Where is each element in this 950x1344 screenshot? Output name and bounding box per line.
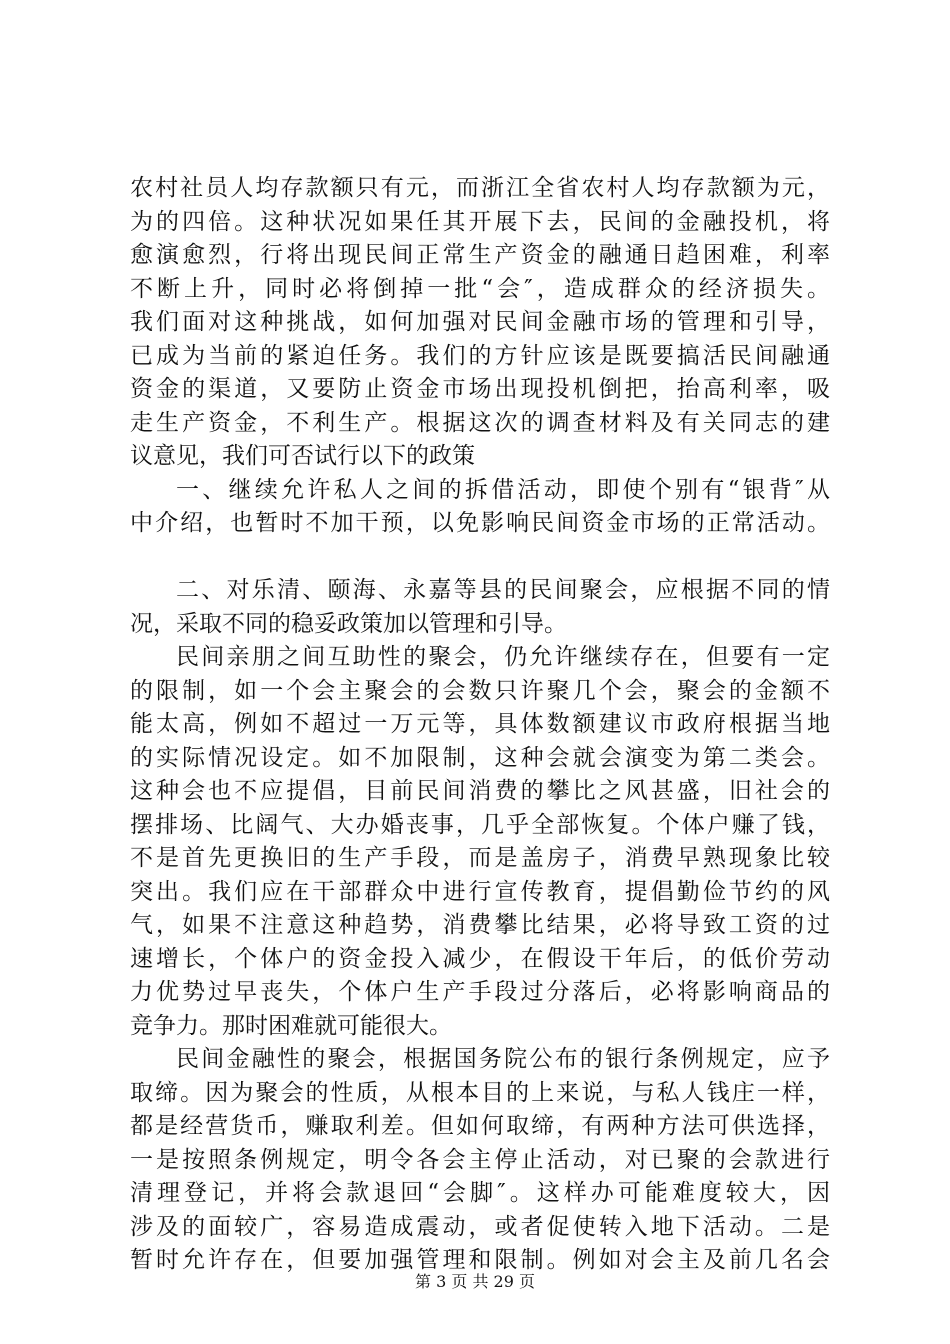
text-line: 气，如果不注意这种趋势，消费攀比结果，必将导致工资的过 xyxy=(130,912,830,938)
text-line: 能太高，例如不超过一万元等，具体数额建议市政府根据当地 xyxy=(130,711,830,737)
text-line: 这种会也不应提倡，目前民间消费的攀比之风甚盛，旧社会的 xyxy=(130,778,830,804)
text-line: 取缔。因为聚会的性质，从根本目的上来说，与私人钱庄一样， xyxy=(130,1079,830,1106)
text-line: 愈演愈烈，行将出现民间正常生产资金的融通日趋困难，利率 xyxy=(130,242,830,268)
text-line: 暂时允许存在，但要加强管理和限制。例如对会主及前几名会 xyxy=(130,1247,830,1273)
text-line: 的限制，如一个会主聚会的会数只许聚几个会，聚会的金额不 xyxy=(130,677,830,704)
page-number-footer: 第 3 页 共 29 页 xyxy=(415,1272,535,1291)
text-line: 我们面对这种挑战，如何加强对民间金融市场的管理和引导， xyxy=(130,309,830,335)
text-line: 不是首先更换旧的生产手段，而是盖房子，消费早熟现象比较 xyxy=(130,845,830,871)
text-line: 走生产资金，不利生产。根据这次的调查材料及有关同志的建 xyxy=(130,409,830,436)
text-line: 为的四倍。这种状况如果任其开展下去，民间的金融投机，将 xyxy=(130,208,830,235)
text-line: 一、继续允许私人之间的拆借活动，即使个别有“银背″从 xyxy=(176,476,830,503)
text-line: 况，采取不同的稳妥政策加以管理和引导。 xyxy=(130,610,567,637)
text-line: 摆排场、比阔气、大办婚丧事，几乎全部恢复。个体户赚了钱， xyxy=(130,811,830,838)
text-line: 涉及的面较广，容易造成震动，或者促使转入地下活动。二是 xyxy=(130,1213,830,1240)
text-line: 不断上升，同时必将倒掉一批“会″，造成群众的经济损失。 xyxy=(130,275,830,302)
text-line: 中介绍，也暂时不加干预，以免影响民间资金市场的正常活动。 xyxy=(130,510,830,536)
blank-line xyxy=(130,541,830,575)
text-line: 资金的渠道，又要防止资金市场出现投机倒把，抬高利率，吸 xyxy=(130,376,830,402)
text-line: 的实际情况设定。如不加限制，这种会就会演变为第二类会。 xyxy=(130,744,830,771)
text-line: 力优势过早丧失，个体户生产手段过分落后，必将影响商品的 xyxy=(130,979,830,1005)
text-line: 一是按照条例规定，明令各会主停止活动，对已聚的会款进行 xyxy=(130,1146,830,1173)
text-line: 农村社员人均存款额只有元，而浙江全省农村人均存款额为元， xyxy=(130,175,830,201)
text-line: 都是经营货币，赚取利差。但如何取缔，有两种方法可供选择， xyxy=(130,1113,830,1139)
document-body xyxy=(130,172,830,1278)
text-line: 突出。我们应在干部群众中进行宣传教育，提倡勤俭节约的风 xyxy=(130,878,830,905)
text-line: 二、对乐清、颐海、永嘉等县的民间聚会，应根据不同的情 xyxy=(176,577,830,603)
text-line: 已成为当前的紧迫任务。我们的方针应该是既要搞活民间融通 xyxy=(130,342,830,369)
text-line: 速增长，个体户的资金投入减少，在假设干年后，的低价劳动 xyxy=(130,945,830,972)
text-line: 民间金融性的聚会，根据国务院公布的银行条例规定，应予 xyxy=(176,1046,830,1072)
text-line: 议意见，我们可否试行以下的政策 xyxy=(130,443,475,469)
text-line: 竞争力。那时困难就可能很大。 xyxy=(130,1012,452,1039)
text-line: 民间亲朋之间互助性的聚会，仍允许继续存在，但要有一定 xyxy=(176,644,830,670)
text-line: 清理登记，并将会款退回“会脚″。这样办可能难度较大，因 xyxy=(130,1180,830,1206)
